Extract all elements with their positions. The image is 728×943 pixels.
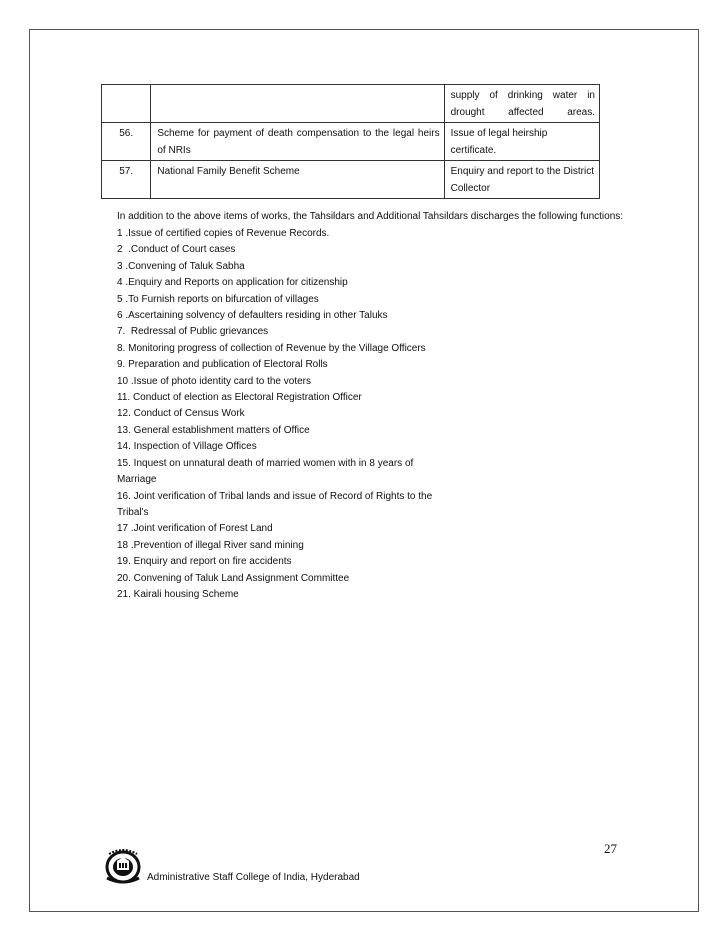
list-item: 5 .To Furnish reports on bifurcation of villages [117,293,319,305]
table-row [102,161,600,199]
list-item: 4 .Enquiry and Reports on application for citizenship [117,277,348,289]
list-item: 1 .Issue of certified copies of Revenue Records. [117,228,330,239]
row-number [102,85,151,123]
list-item: 20. Convening of Taluk Land Assignment Committee [117,572,350,584]
task-cell: Issue of legal heirship certificate. [444,123,599,161]
list-item: 6 .Ascertaining solvency of defaulters residing in other Taluks [117,310,388,322]
list-item: 19. Enquiry and report on fire accidents [117,556,292,568]
footer-text: Administrative Staff College of India, Hyderabad [147,872,360,883]
list-item: 12. Conduct of Census Work [117,408,245,420]
list-item: 3 .Convening of Taluk Sabha [117,260,245,272]
row-number: 56. [102,123,151,161]
list-item: 10 .Issue of photo identity card to the voters [117,375,312,387]
intro-paragraph: In addition to the above items of works, the Tahsildars and Additional Tahsildars discharges the following functions: [117,211,624,222]
list-item: 14. Inspection of Village Offices [117,441,257,453]
list-item: 2 .Conduct of Court cases [117,244,236,256]
list-item: 18 .Prevention of illegal River sand mining [117,539,304,551]
list-item: Marriage [117,474,157,486]
institute-emblem-icon [104,848,142,884]
page-number: 27 [604,841,617,856]
row-number: 57. [102,161,151,199]
list-item: 11. Conduct of election as Electoral Registration Officer [117,392,362,404]
list-item: 8. Monitoring progress of collection of Revenue by the Village Officers [117,342,426,354]
scheme-cell: Scheme for payment of death compensation to the legal heirs of NRIs [151,123,444,161]
table-row [102,123,600,161]
list-item: 21. Kairali housing Scheme [117,588,239,600]
list-item: 7. Redressal of Public grievances [117,326,269,338]
task-cell: Enquiry and report to the District Collector [444,161,599,199]
list-item: 17 .Joint verification of Forest Land [117,523,273,535]
table-row [102,85,600,123]
list-item: Tribal's [117,506,149,518]
list-item: 13. General establishment matters of Office [117,424,310,436]
scheme-cell: National Family Benefit Scheme [151,161,444,199]
list-item: 16. Joint verification of Tribal lands and issue of Record of Rights to the [117,490,433,502]
works-table [101,84,600,199]
list-item: 9. Preparation and publication of Electoral Rolls [117,359,328,371]
task-cell: supply of drinking water in drought affected areas. [444,85,599,123]
functions-list [117,226,477,603]
list-item: 15. Inquest on unnatural death of married women with in 8 years of [117,457,414,469]
scheme-cell [151,85,444,123]
